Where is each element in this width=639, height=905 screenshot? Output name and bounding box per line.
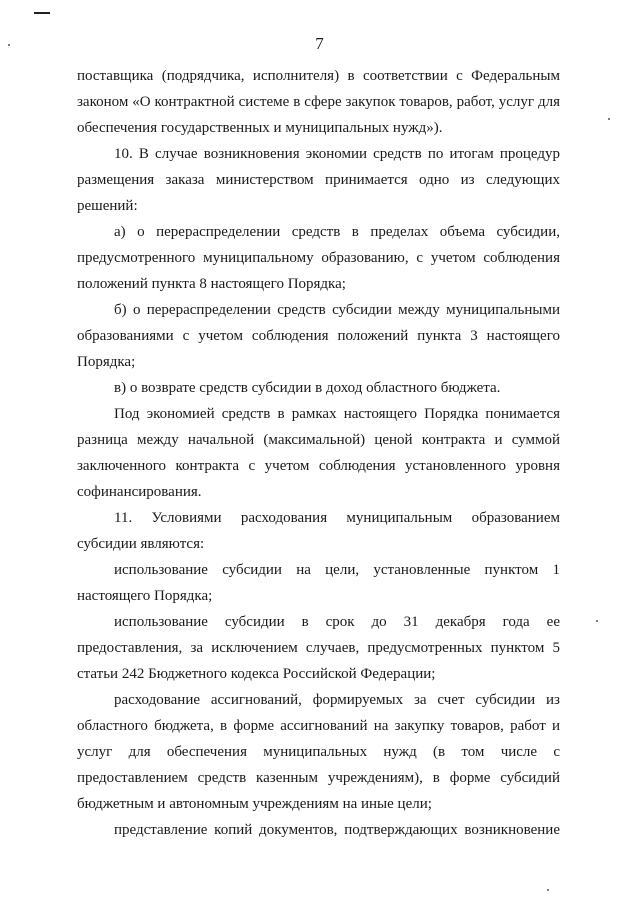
paragraph: [77, 219, 560, 297]
page-number: 7: [315, 34, 324, 53]
paragraph: [77, 63, 560, 141]
text-line: образованиями с учетом соблюдения положений пункта 3 настоящего: [77, 328, 560, 344]
text-line: использование субсидии на цели, установленные пунктом 1: [114, 562, 560, 578]
text-line: б) о перераспределении средств субсидии между муниципальными: [114, 302, 560, 318]
text-line: субсидии являются:: [77, 536, 205, 552]
text-line: поставщика (подрядчика, исполнителя) в соответствии с Федеральным: [77, 68, 560, 84]
text-line: Под экономией средств в рамках настоящего Порядка понимается: [114, 406, 560, 422]
text-line: заключенного контракта с учетом соблюдения установленного уровня: [77, 458, 560, 474]
scan-speck: [547, 889, 549, 891]
paragraph: [77, 297, 560, 375]
text-line: Порядка;: [77, 354, 136, 370]
text-line: представление копий документов, подтверждающих возникновение: [114, 822, 560, 838]
text-line: разница между начальной (максимальной) ценой контракта и суммой: [77, 432, 560, 448]
text-line: предусмотренного муниципальному образованию, с учетом соблюдения: [77, 250, 560, 266]
text-line: 11. Условиями расходования муниципальным образованием: [114, 510, 560, 526]
text-line: 10. В случае возникновения экономии средств по итогам процедур: [114, 146, 560, 162]
text-line: предоставления, за исключением случаев, предусмотренных пунктом 5: [77, 640, 560, 656]
paragraph: [77, 141, 560, 219]
text-line: решений:: [77, 198, 138, 214]
text-line: обеспечения государственных и муниципальных нужд»).: [77, 120, 443, 136]
paragraph: [77, 401, 560, 505]
text-line: использование субсидии в срок до 31 декабря года ее: [114, 614, 560, 630]
scan-corner-mark: [34, 12, 50, 14]
text-line: размещения заказа министерством принимается одно из следующих: [77, 172, 560, 188]
paragraph: [77, 609, 560, 687]
text-line: статьи 242 Бюджетного кодекса Российской Федерации;: [77, 666, 436, 682]
text-line: расходование ассигнований, формируемых за счет субсидии из: [114, 692, 560, 708]
text-line: услуг для обеспечения муниципальных нужд (в том числе с: [77, 744, 560, 760]
scan-speck: [596, 620, 598, 622]
text-line: положений пункта 8 настоящего Порядка;: [77, 276, 346, 292]
text-line: предоставлением средств казенным учреждениям), в форме субсидий: [77, 770, 560, 786]
text-line: а) о перераспределении средств в пределах объема субсидии,: [114, 224, 560, 240]
text-line: законом «О контрактной системе в сфере закупок товаров, работ, услуг для: [77, 94, 560, 110]
paragraph: [77, 817, 560, 843]
text-line: настоящего Порядка;: [77, 588, 213, 604]
text-line: софинансирования.: [77, 484, 202, 500]
text-line: бюджетным и автономным учреждениям на иные цели;: [77, 796, 432, 812]
paragraph: [77, 687, 560, 817]
text-line: в) о возврате средств субсидии в доход областного бюджета.: [114, 380, 501, 396]
scan-speck: [608, 118, 610, 120]
paragraph: [77, 505, 560, 557]
paragraph: [77, 557, 560, 609]
paragraph: [77, 375, 560, 401]
text-line: областного бюджета, в форме ассигнований на закупку товаров, работ и: [77, 718, 560, 734]
document-body: [77, 63, 560, 843]
